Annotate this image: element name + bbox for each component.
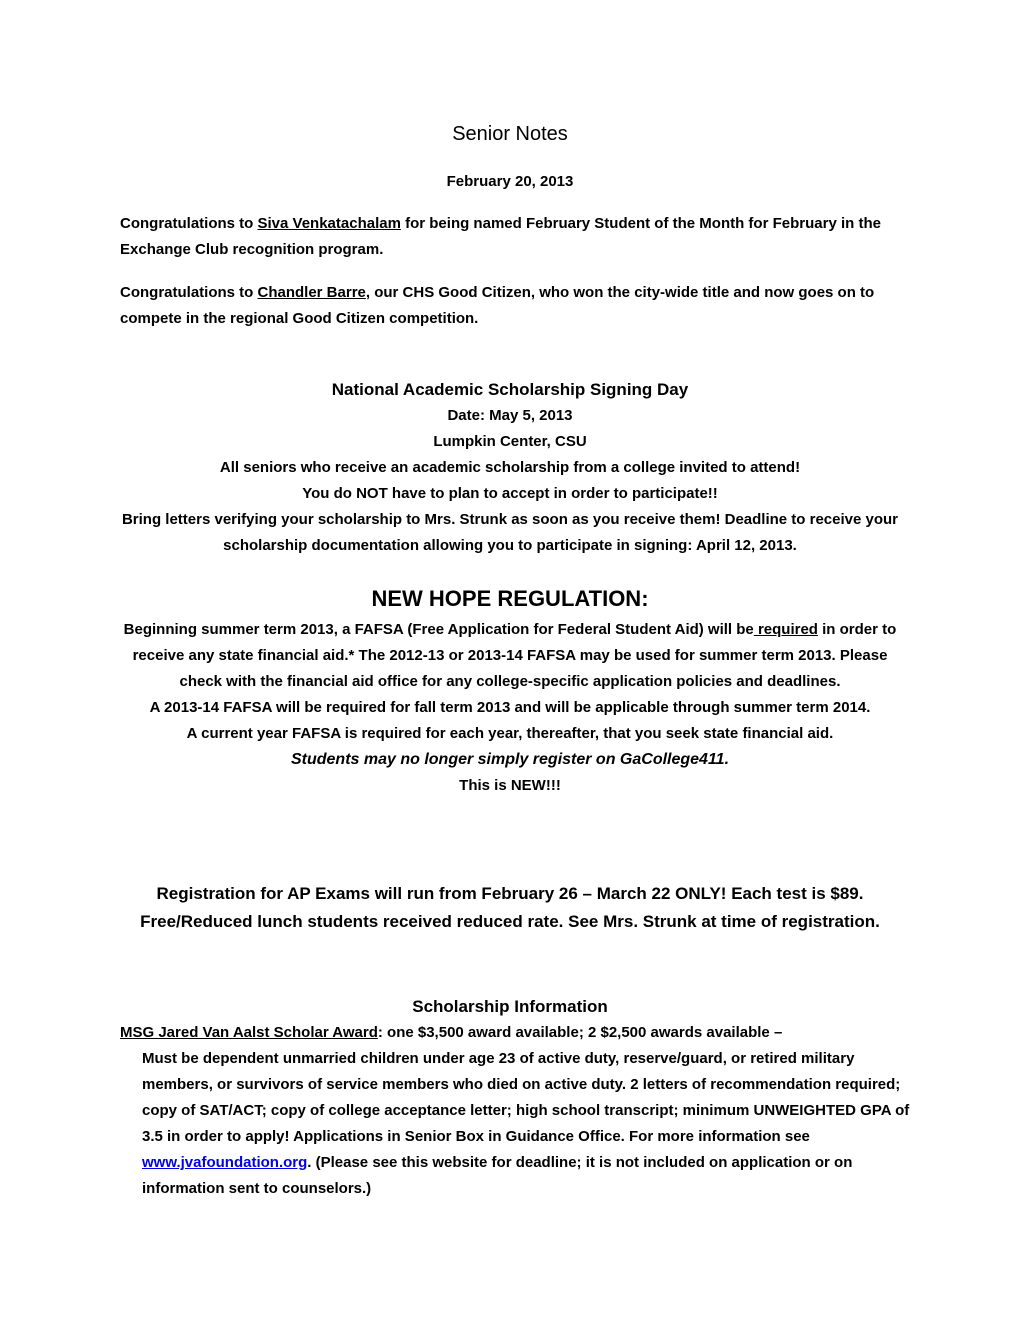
- scholarship-details: [120, 1046, 910, 1202]
- ap-line-2: Free/Reduced lunch students received reduced rate. See Mrs. Strunk at time of registration.: [140, 912, 880, 931]
- congrats-1-name: Siva Venkatachalam: [257, 215, 401, 232]
- hope-heading: NEW HOPE REGULATION:: [371, 586, 649, 611]
- jva-foundation-link[interactable]: www.jvafoundation.org: [142, 1154, 308, 1171]
- scholarship-entry: [120, 1020, 910, 1202]
- scholarship-details-end: . (Please see this website for deadline; it is not included on application or on information sent to counselors.): [142, 1154, 853, 1197]
- signing-line-2: You do NOT have to plan to accept in order to participate!!: [302, 485, 718, 502]
- congrats-2-name: Chandler Barre: [257, 284, 366, 301]
- congrats-paragraph-1: [120, 211, 910, 263]
- ap-exam-notice: [110, 880, 910, 936]
- hope-paragraph-5: This is NEW!!!: [459, 777, 561, 794]
- signing-day-heading: National Academic Scholarship Signing Day: [331, 380, 689, 399]
- scholarship-award-line: [120, 1020, 910, 1046]
- hope-paragraph-2: A 2013-14 FAFSA will be required for fall term 2013 and will be applicable through summer term 2014.: [149, 699, 871, 716]
- scholarship-award-name: MSG Jared Van Aalst Scholar Award: [120, 1024, 378, 1041]
- congrats-1-prefix: Congratulations to: [120, 215, 258, 232]
- congrats-2-suffix: , our CHS Good Citizen, who won the city-wide title and now goes on to compete in the regional Good Citizen competition.: [120, 284, 875, 327]
- signing-line-1: All seniors who receive an academic scholarship from a college invited to attend!: [219, 459, 801, 476]
- signing-day-details: [110, 403, 910, 559]
- page-date: February 20, 2013: [446, 173, 574, 190]
- signing-date: Date: May 5, 2013: [447, 407, 573, 424]
- hope-paragraph-3: A current year FAFSA is required for each year, thereafter, that you seek state financial aid.: [186, 725, 834, 742]
- signing-line-3: Bring letters verifying your scholarship to Mrs. Strunk as soon as you receive them! Deadline to receive your scholarship documentation allowing you to participate in signing: April 12, 2013.: [121, 511, 899, 554]
- congrats-2-prefix: Congratulations to: [120, 284, 258, 301]
- hope-paragraph-4: Students may no longer simply register on GaCollege411.: [290, 751, 730, 768]
- hope-paragraph-1: [110, 617, 910, 695]
- scholarship-award-summary: : one $3,500 award available; 2 $2,500 awards available –: [377, 1024, 783, 1041]
- hope-details: [110, 617, 910, 799]
- signing-location: Lumpkin Center, CSU: [433, 433, 587, 450]
- scholarship-heading: Scholarship Information: [412, 997, 608, 1016]
- scholarship-details-text: Must be dependent unmarried children under age 23 of active duty, reserve/guard, or retired military members, or survivors of service members who died on active duty. 2 letters of recommendation required; copy of SAT/ACT; copy of college acceptance letter; high school transcript; minimum UNWEIGHTED GPA of 3.5 in order to apply! Applications in Senior Box in Guidance Office. For more information see: [142, 1050, 910, 1145]
- hope-p1-required: required: [753, 621, 818, 638]
- congrats-1-suffix: for being named February Student of the Month for February in the Exchange Club recognition program.: [120, 215, 881, 258]
- hope-p1-before: Beginning summer term 2013, a FAFSA (Free Application for Federal Student Aid) will be: [123, 621, 754, 638]
- congrats-paragraph-2: [120, 280, 910, 332]
- ap-line-1: Registration for AP Exams will run from February 26 – March 22 ONLY! Each test is $89.: [156, 884, 864, 903]
- hope-p1-after: in order to receive any state financial aid.* The 2012-13 or 2013-14 FAFSA may be used for summer term 2013. Please check with the financial aid office for any college-specific application policies and deadlines.: [132, 621, 897, 690]
- page-title: Senior Notes: [452, 123, 568, 145]
